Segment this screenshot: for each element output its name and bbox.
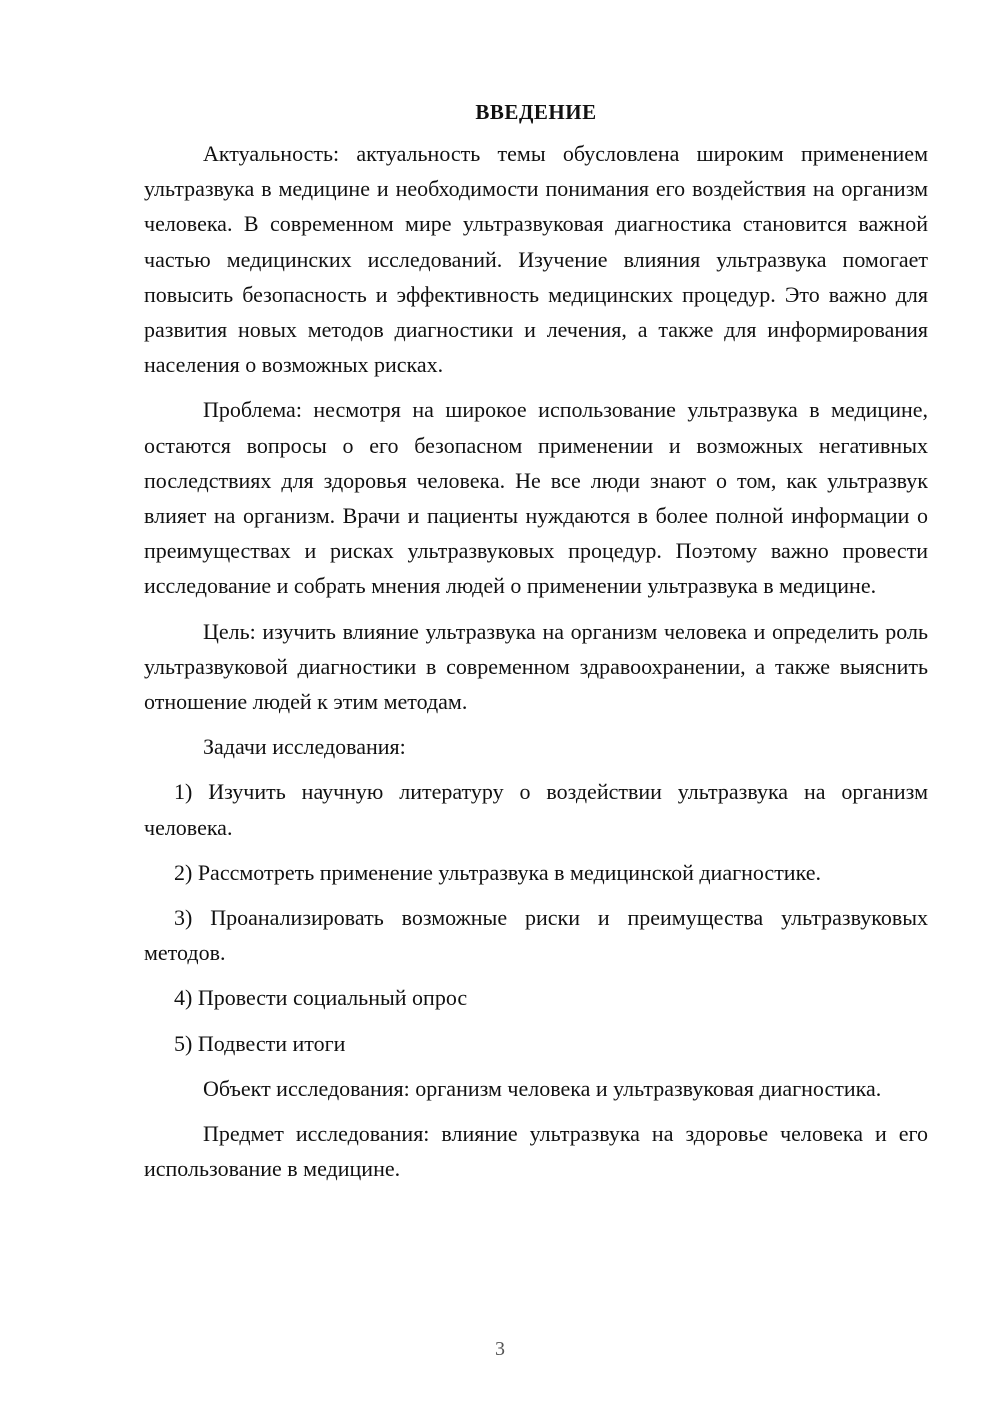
task-item-2: 2) Рассмотреть применение ультразвука в медицинской диагностике.: [174, 859, 821, 885]
task-item-5: 5) Подвести итоги: [174, 1030, 346, 1056]
tasks-heading: Задачи исследования:: [203, 734, 406, 760]
page-content: [144, 97, 928, 1186]
task-item-3: 3) Проанализировать возможные риски и преимущества ультразвуковых методов.: [144, 905, 928, 966]
page-title: ВВЕДЕНИЕ: [475, 100, 597, 124]
paragraph-subject: Предмет исследования: влияние ультразвука на здоровье человека и его использование в медицине.: [144, 1121, 928, 1182]
task-item-4: 4) Провести социальный опрос: [174, 985, 468, 1011]
paragraph-relevance: Актуальность: актуальность темы обусловлена широким применением ультразвука в медицине и необходимости понимания его воздействия на организм человека. В современном мире ультразвуковая диагностика становится важной частью медицинских исследований. Изучение влияния ультразвука помогает повысить безопасность и эффективность медицинских процедур. Это важно для развития новых методов диагностики и лечения, а также для информирования населения о возможных рисках.: [144, 141, 928, 378]
paragraph-object: Объект исследования: организм человека и ультразвуковая диагностика.: [203, 1075, 882, 1101]
task-item-1: 1) Изучить научную литературу о воздействии ультразвука на организм человека.: [144, 779, 928, 840]
paragraph-goal: Цель: изучить влияние ультразвука на организм человека и определить роль ультразвуковой диагностики в современном здравоохранении, а также выяснить отношение людей к этим методам.: [144, 618, 928, 715]
page-number: 3: [495, 1338, 505, 1360]
paragraph-problem: Проблема: несмотря на широкое использование ультразвука в медицине, остаются вопросы о его безопасном применении и возможных негативных последствиях для здоровья человека. Не все люди знают о том, как ультразвук влияет на организм. Врачи и пациенты нуждаются в более полной информации о преимуществах и рисках ультразвуковых процедур. Поэтому важно провести исследование и собрать мнения людей о применении ультразвука в медицине.: [144, 397, 928, 599]
